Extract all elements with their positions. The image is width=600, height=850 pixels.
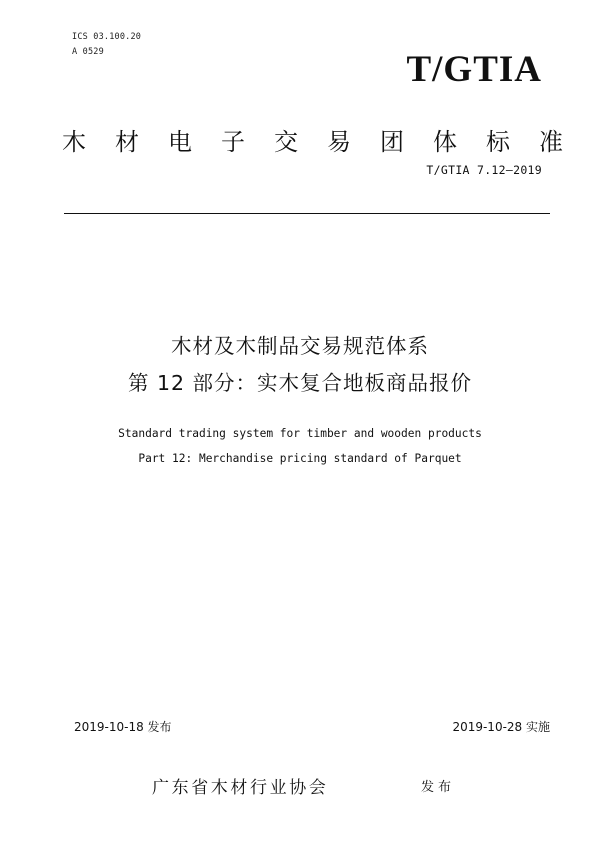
issue-label: 发布 — [421, 780, 456, 795]
issue-date: 2019-10-18 发布 — [74, 720, 172, 734]
organization-standard-title: 木材电子交易团体标准 — [62, 128, 592, 156]
document-title-en-line2: Part 12: Merchandise pricing standard of Parquet — [138, 452, 462, 465]
document-title-cn-line2: 第 12 部分：实木复合地板商品报价 — [127, 371, 473, 395]
classification-codes — [72, 30, 141, 60]
header-divider — [64, 213, 550, 214]
issuing-organization: 广东省木材行业协会 — [152, 778, 329, 798]
ccs-code: A 0529 — [72, 47, 104, 57]
document-title-cn-line1: 木材及木制品交易规范体系 — [171, 334, 429, 358]
standard-brand-code: T/GTIA — [406, 49, 542, 90]
document-title-en-line1: Standard trading system for timber and wooden products — [118, 427, 482, 440]
implementation-date: 2019-10-28 实施 — [452, 720, 550, 734]
ics-code: ICS 03.100.20 — [72, 32, 142, 42]
standard-number: T/GTIA 7.12—2019 — [426, 163, 542, 177]
